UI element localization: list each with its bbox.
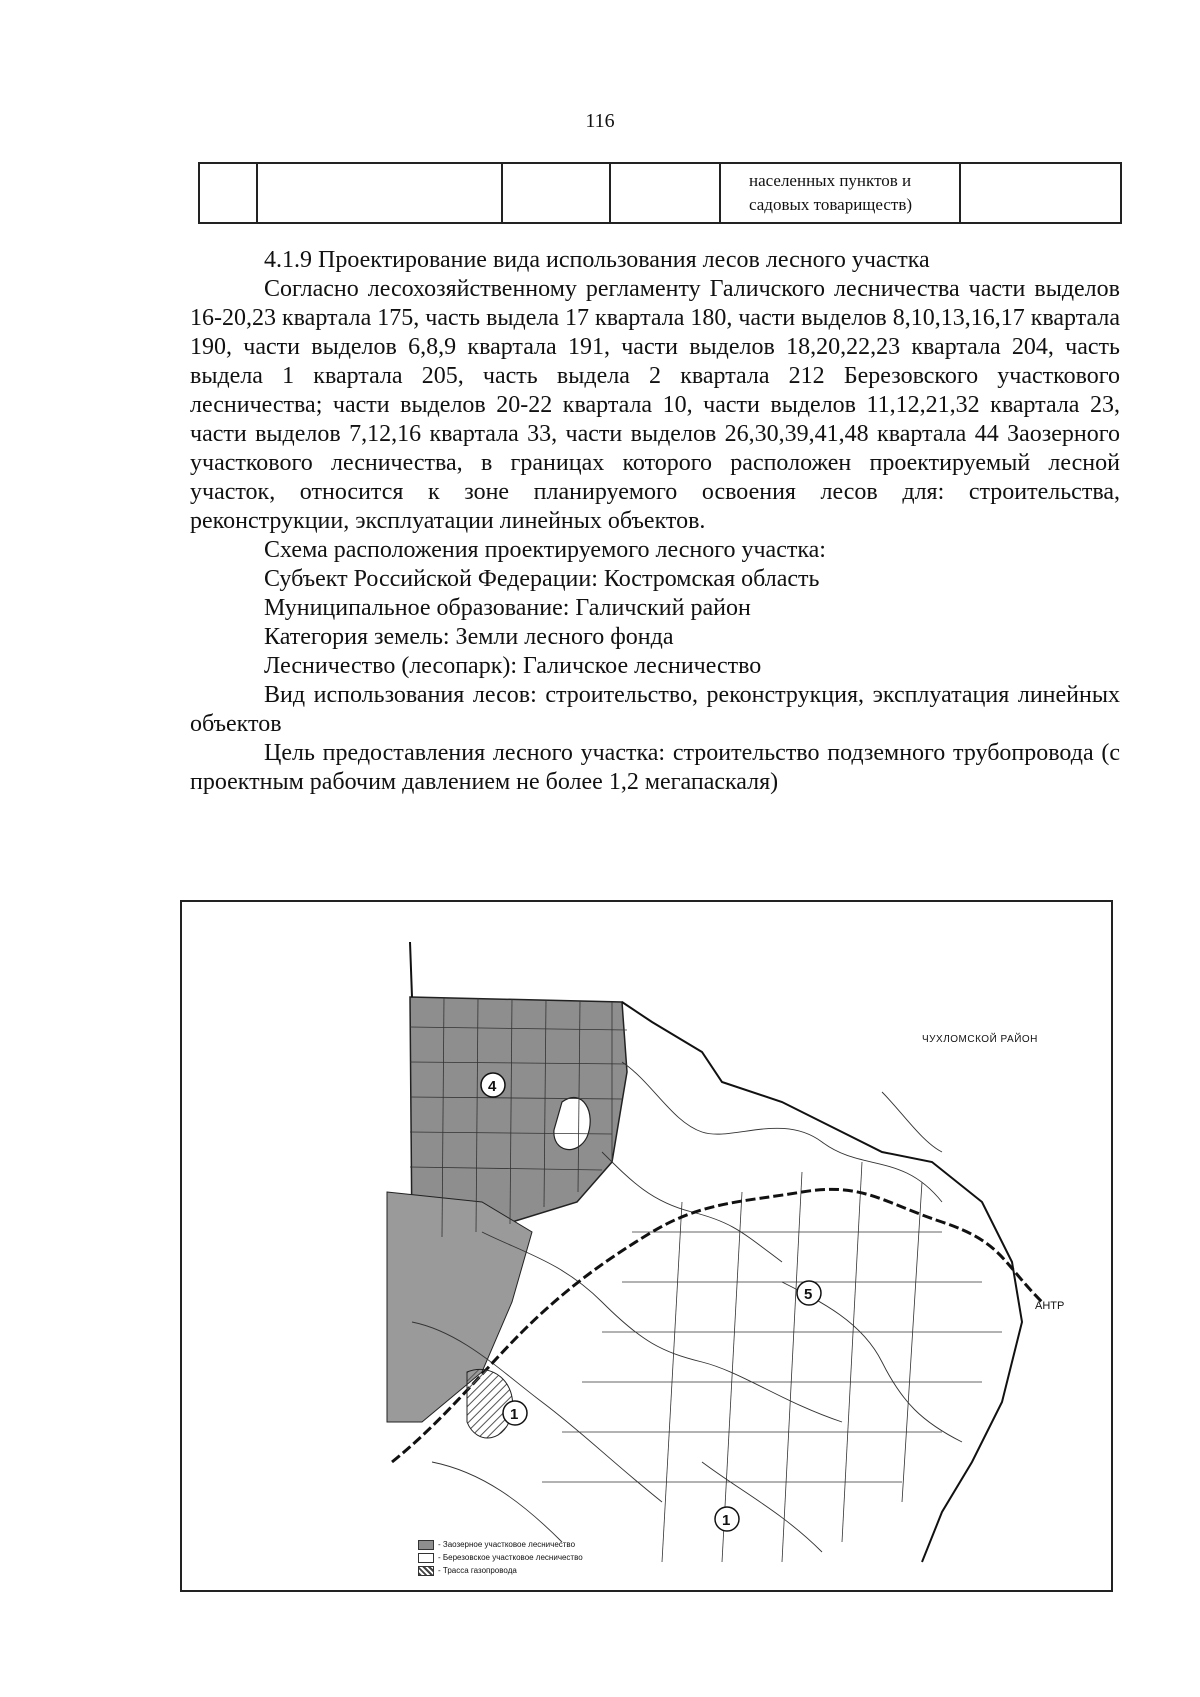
scheme-title: Схема расположения проектируемого лесного участка: xyxy=(264,537,826,563)
marker-5-label: 5 xyxy=(804,1286,813,1303)
regulation-paragraph: Согласно лесохозяйственному регламенту Галичского лесничества части выделов 16-20,23 квартала 175, часть выдела 17 квартала 180, части выделов 8,10,13,16,17 квартала 190, части выделов 6,8,9 квартала 191, части выделов 18,20,22,23 квартала 204, часть выдела 1 квартала 205, часть выдела 2 квартала 212 Березовского участкового лесничества; части выделов 20-22 квартала 10, части выделов 11,12,21,32 квартала 23, части выделов 7,12,16 квартала 33, части выделов 26,30,39,41,48 квартала 44 Заозерного участкового лесничества, в границах которого расположен проектируемый лесной участок, относится к зоне планируемого освоения лесов для: строительства, реконструкции, эксплуатации линейных объектов. xyxy=(190,276,1120,534)
table-note-line-2: садовых товариществ) xyxy=(749,195,913,214)
marker-1b-label: 1 xyxy=(722,1512,731,1529)
municipality-line: Муниципальное образование: Галичский район xyxy=(264,595,751,621)
marker-1a xyxy=(503,1401,527,1425)
marker-1b xyxy=(715,1507,739,1531)
table-cell xyxy=(610,163,720,223)
table-cell xyxy=(199,163,257,223)
purpose-line: Цель предоставления лесного участка: строительство подземного трубопровода (с проектным рабочим давлением не более 1,2 мегапаскаля) xyxy=(190,740,1120,795)
map-drawing xyxy=(182,902,1115,1594)
table-cell-note xyxy=(720,163,960,223)
dense-forest-area xyxy=(387,1192,532,1422)
legend-label: - Березовское участковое лесничество xyxy=(438,1553,583,1562)
forestry-line: Лесничество (лесопарк): Галичское лесничество xyxy=(264,653,762,679)
berezovskoe-patch xyxy=(467,1369,513,1438)
legend-item xyxy=(418,1551,678,1564)
legend-swatch-white xyxy=(418,1553,434,1563)
edge-label: АНТР xyxy=(1035,1300,1065,1312)
marker-5 xyxy=(797,1281,821,1305)
table-note-line-1: населенных пунктов и xyxy=(749,171,912,190)
table-cell xyxy=(257,163,502,223)
section-text xyxy=(190,246,1120,797)
subject-line: Субъект Российской Федерации: Костромская область xyxy=(264,566,820,592)
table-cell xyxy=(960,163,1121,223)
top-table-fragment xyxy=(198,162,1122,224)
legend-label: - Заозерное участковое лесничество xyxy=(438,1540,576,1549)
legend-item xyxy=(418,1564,678,1577)
land-category-line: Категория земель: Земли лесного фонда xyxy=(264,624,674,650)
legend-label: - Трасса газопровода xyxy=(438,1566,517,1575)
marker-1a-label: 1 xyxy=(510,1406,519,1423)
legend-swatch-grey xyxy=(418,1540,434,1550)
map-legend xyxy=(418,1538,678,1577)
district-label: ЧУХЛОМСКОЙ РАЙОН xyxy=(922,1034,1038,1045)
location-map xyxy=(180,900,1113,1592)
marker-4-label: 4 xyxy=(488,1078,497,1095)
marker-4 xyxy=(481,1073,505,1097)
table-cell xyxy=(502,163,610,223)
legend-item xyxy=(418,1538,678,1551)
section-heading: 4.1.9 Проектирование вида использования лесов лесного участка xyxy=(264,247,930,273)
legend-swatch-hatch xyxy=(418,1566,434,1576)
use-type-line: Вид использования лесов: строительство, реконструкция, эксплуатация линейных объектов xyxy=(190,682,1120,737)
page-number: 116 xyxy=(585,110,615,132)
